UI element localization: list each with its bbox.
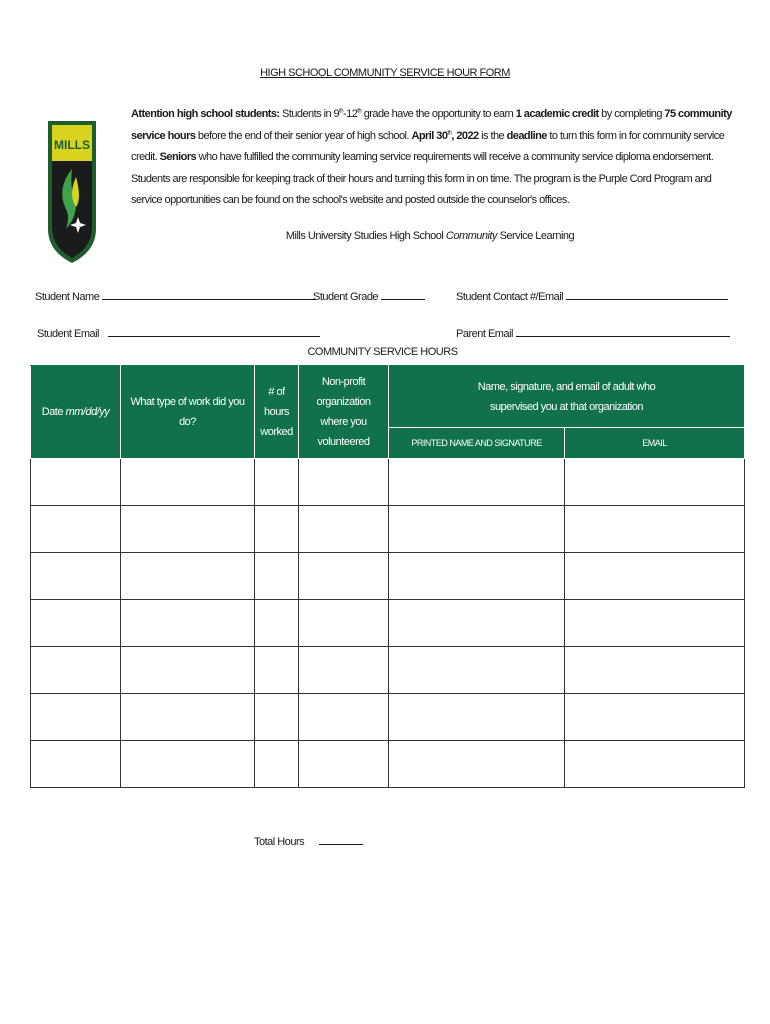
col-hours: # of hours worked bbox=[255, 366, 299, 459]
col-work-type: What type of work did you do? bbox=[121, 366, 255, 459]
table-cell[interactable] bbox=[565, 459, 745, 506]
program-title: Mills University Studies High School Community Service Learning bbox=[285, 230, 575, 242]
student-contact-field[interactable] bbox=[456, 289, 728, 303]
table-cell[interactable] bbox=[121, 506, 255, 553]
student-grade-label: Student Grade bbox=[313, 291, 379, 303]
table-cell[interactable] bbox=[389, 647, 565, 694]
table-cell[interactable] bbox=[255, 553, 299, 600]
table-cell[interactable] bbox=[565, 741, 745, 788]
student-email-line[interactable] bbox=[108, 326, 320, 337]
table-cell[interactable] bbox=[389, 694, 565, 741]
col-email: EMAIL bbox=[565, 428, 745, 459]
table-cell[interactable] bbox=[299, 694, 389, 741]
table-cell[interactable] bbox=[255, 506, 299, 553]
student-grade-field[interactable] bbox=[313, 289, 425, 303]
table-cell[interactable] bbox=[565, 553, 745, 600]
parent-email-line[interactable] bbox=[516, 326, 730, 337]
table-cell[interactable] bbox=[255, 600, 299, 647]
table-cell[interactable] bbox=[31, 741, 121, 788]
table-cell[interactable] bbox=[31, 647, 121, 694]
parent-email-label: Parent Email bbox=[456, 328, 513, 340]
col-date: Date mm/dd/yy bbox=[31, 366, 121, 459]
table-cell[interactable] bbox=[121, 459, 255, 506]
table-cell[interactable] bbox=[389, 553, 565, 600]
table-row bbox=[31, 459, 745, 506]
table-row bbox=[31, 694, 745, 741]
table-cell[interactable] bbox=[31, 694, 121, 741]
table-cell[interactable] bbox=[389, 459, 565, 506]
table-cell[interactable] bbox=[31, 553, 121, 600]
table-cell[interactable] bbox=[299, 647, 389, 694]
student-name-label: Student Name bbox=[35, 291, 100, 303]
table-cell[interactable] bbox=[565, 694, 745, 741]
table-cell[interactable] bbox=[121, 647, 255, 694]
table-cell[interactable] bbox=[31, 459, 121, 506]
intro-paragraph: Attention high school students: Students in 9th-12th grade have the opportunity to earn 1 academic credit by completing 75 community service hours before the end of their senior year of high school. April 30th, 2022 is the deadline to turn this form in for community service credit. Seniors who have fulfilled the community learning service requirements will receive a community service diploma endorsement. Students are responsible for keeping track of their hours and turning this form in on time. The program is the Purple Cord Program and service opportunities can be found on the school's website and posted outside the counselor's offices. bbox=[131, 108, 732, 206]
table-cell[interactable] bbox=[255, 741, 299, 788]
table-cell[interactable] bbox=[299, 600, 389, 647]
table-row bbox=[31, 506, 745, 553]
table-row bbox=[31, 647, 745, 694]
service-hours-table bbox=[30, 365, 745, 788]
form-title: HIGH SCHOOL COMMUNITY SERVICE HOUR FORM bbox=[260, 67, 510, 79]
total-hours-line[interactable] bbox=[319, 834, 363, 845]
total-hours-label: Total Hours bbox=[254, 836, 305, 848]
svg-text:MILLS: MILLS bbox=[54, 138, 90, 152]
table-cell[interactable] bbox=[565, 506, 745, 553]
table-cell[interactable] bbox=[31, 506, 121, 553]
total-hours-field[interactable] bbox=[254, 834, 363, 848]
table-cell[interactable] bbox=[255, 694, 299, 741]
col-organization: Non-profit organization where you volunteered bbox=[299, 366, 389, 459]
student-contact-line[interactable] bbox=[566, 289, 728, 300]
hours-heading: COMMUNITY SERVICE HOURS bbox=[307, 346, 458, 358]
table-cell[interactable] bbox=[121, 741, 255, 788]
table-row bbox=[31, 553, 745, 600]
col-supervisor: Name, signature, and email of adult who supervised you at that organization bbox=[389, 366, 745, 428]
student-name-field[interactable] bbox=[35, 289, 316, 303]
student-grade-line[interactable] bbox=[381, 289, 425, 300]
table-cell[interactable] bbox=[389, 506, 565, 553]
table-cell[interactable] bbox=[299, 553, 389, 600]
table-row bbox=[31, 741, 745, 788]
table-cell[interactable] bbox=[389, 741, 565, 788]
table-cell[interactable] bbox=[299, 459, 389, 506]
table-cell[interactable] bbox=[565, 647, 745, 694]
table-cell[interactable] bbox=[31, 600, 121, 647]
student-email-field[interactable] bbox=[37, 326, 320, 340]
table-row bbox=[31, 600, 745, 647]
table-cell[interactable] bbox=[565, 600, 745, 647]
table-cell[interactable] bbox=[121, 553, 255, 600]
table-cell[interactable] bbox=[255, 459, 299, 506]
col-printed-name: PRINTED NAME AND SIGNATURE bbox=[389, 428, 565, 459]
table-cell[interactable] bbox=[389, 600, 565, 647]
table-cell[interactable] bbox=[121, 694, 255, 741]
mills-shield-logo bbox=[46, 117, 98, 265]
table-cell[interactable] bbox=[299, 506, 389, 553]
table-cell[interactable] bbox=[255, 647, 299, 694]
table-cell[interactable] bbox=[299, 741, 389, 788]
table-cell[interactable] bbox=[121, 600, 255, 647]
student-contact-label: Student Contact #/Email bbox=[456, 291, 564, 303]
parent-email-field[interactable] bbox=[456, 326, 730, 340]
student-email-label: Student Email bbox=[37, 328, 99, 340]
student-name-line[interactable] bbox=[102, 289, 316, 300]
